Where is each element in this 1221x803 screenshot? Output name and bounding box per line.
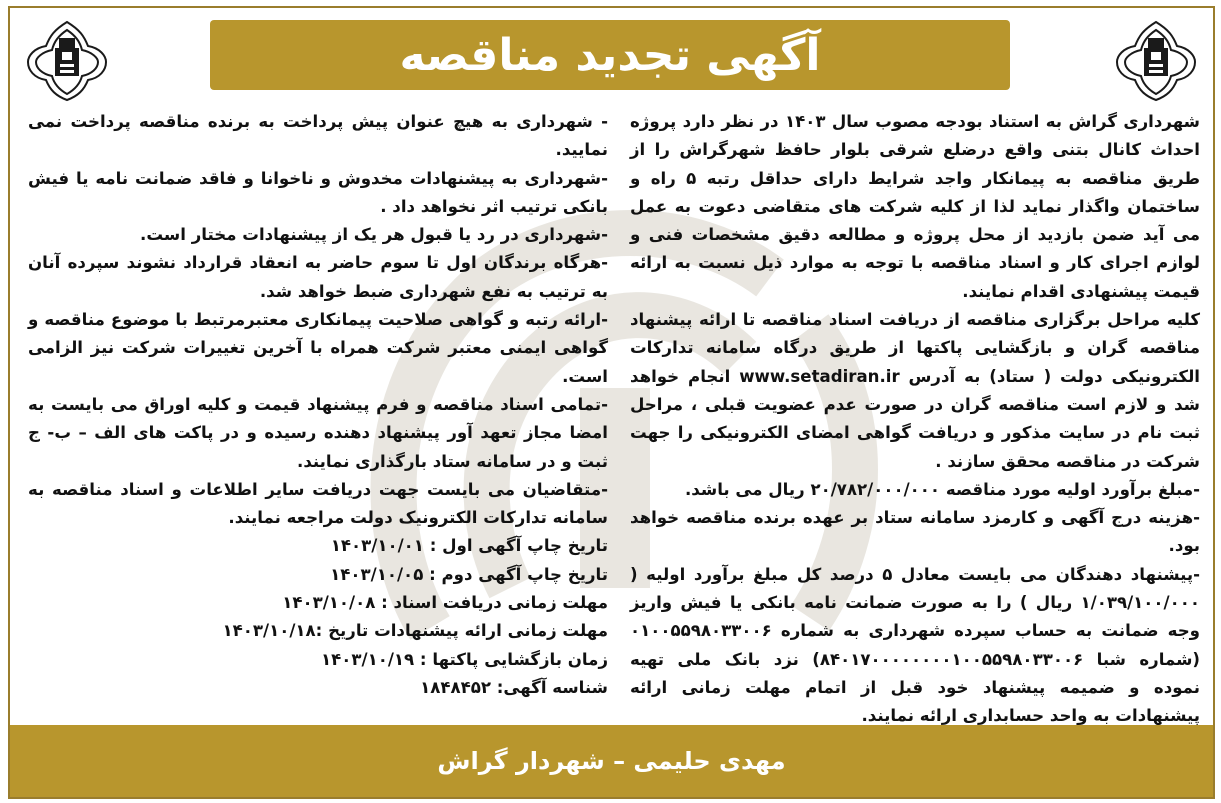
footer-signature: مهدی حلیمی – شهردار گراش <box>437 747 786 775</box>
condition-item: -هرگاه برندگان اول تا سوم حاضر به انعقاد قرارداد نشوند سپرده آنان به ترتیب به نفع شهرداری ضبط خواهد شد. <box>28 253 608 301</box>
notice-id: شناسه آگهی: ۱۸۴۸۴۵۲ <box>420 677 608 697</box>
notice-title: آگهی تجدید مناقصه <box>399 29 821 81</box>
fee-line: -هزینه درج آگهی و کارمزد سامانه ستاد بر عهده برنده مناقصه خواهد بود. <box>630 508 1200 556</box>
right-column <box>630 108 1200 731</box>
estimate-line: -مبلغ برآورد اولیه مورد مناقصه ۲۰/۷۸۲/۰۰۰/۰۰۰ ریال می باشد. <box>684 479 1200 499</box>
condition-item: - شهرداری به هیچ عنوان پیش پرداخت به برنده مناقصه پرداخت نمی نمایید. <box>28 112 608 160</box>
intro-paragraph: شهرداری گراش به استناد بودجه مصوب سال ۱۴۰۳ در نظر دارد پروژه احداث کانال بتنی واقع درضلع شرقی بلوار حافظ شهرگراش را از طریق مناقصه به پیمانکار واجد شرایط دارای حداقل رتبه ۵ راه و ساختمان واگذار نماید لذا از کلیه شرکت های متقاضی دعوت به عمل می آید ضمن بازدید از محل پروژه و مطالعه دقیق مشخصات فنی و لوازم اجرای کار و اسناد مناقصه با توجه به موارد ذیل نسبت به ارائه قیمت پیشنهادی اقدام نمایند. <box>630 112 1200 301</box>
process-paragraph <box>630 306 1200 476</box>
document-deadline: مهلت زمانی دریافت اسناد : ۱۴۰۳/۱۰/۰۸ <box>282 593 608 613</box>
second-print-date: تاریخ چاپ آگهی دوم : ۱۴۰۳/۱۰/۰۵ <box>330 564 608 584</box>
process-text: کلیه مراحل برگزاری مناقصه از دریافت اسناد مناقصه تا ارائه پیشنهاد مناقصه گران و بازگشایی پاکتها از طریق درگاه سامانه تدارکات الکترونیکی دولت ( ستاد) به آدرس www.setadiran.ir انجام خواهد شد و لازم است مناقصه گران در صورت عدم عضویت قبلی ، مراحل ثبت نام در سایت مذکور و دریافت گواهی امضای الکترونیکی را جهت شرکت در مناقصه محقق سازند . <box>630 310 1200 471</box>
notice-frame <box>8 6 1215 799</box>
condition-item: -شهرداری در رد یا قبول هر یک از پیشنهادات مختار است. <box>140 225 608 245</box>
left-column <box>28 108 608 702</box>
first-print-date: تاریخ چاپ آگهی اول : ۱۴۰۳/۱۰/۰۱ <box>330 536 608 556</box>
submission-deadline: مهلت زمانی ارائه پیشنهادات تاریخ :۱۴۰۳/۱۰/۱۸ <box>222 621 608 641</box>
condition-item: -متقاضیان می بایست جهت دریافت سایر اطلاعات و اسناد مناقصه به سامانه تدارکات الکترونیک دولت مراجعه نمایند. <box>28 479 608 528</box>
condition-item: -شهرداری به پیشنهادات مخدوش و ناخوانا و فاقد ضمانت نامه یا فیش بانکی ترتیب اثر نخواهد داد . <box>28 168 608 216</box>
municipality-logo-icon <box>22 16 112 104</box>
header <box>10 8 1213 108</box>
condition-item: -تمامی اسناد مناقصه و فرم پیشنهاد قیمت و کلیه اوراق می بایست به امضا مجاز تعهد آور پیشنهاد دهنده رسیده و در پاکت های الف – ب- ج ثبت و در سامانه ستاد بارگذاری نمایند. <box>28 394 608 471</box>
condition-item: -ارائه رتبه و گواهی صلاحیت پیمانکاری معتبرمرتبط با موضوع مناقصه و گواهی ایمنی معتبر شرکت همراه با آخرین تغییرات شرکت نیز الزامی است. <box>28 310 608 386</box>
opening-date: زمان بازگشایی پاکتها : ۱۴۰۳/۱۰/۱۹ <box>321 649 608 669</box>
guarantee-paragraph: -پیشنهاد دهندگان می بایست معادل ۵ درصد کل مبلغ برآورد اولیه ( ۱/۰۳۹/۱۰۰/۰۰۰ ریال ) را به صورت ضمانت نامه بانکی یا فیش واریز وجه ضمانت به حساب سپرده شهرداری به شماره ۰۱۰۰۵۵۹۸۰۳۳۰۰۶ (شماره شبا ۸۴۰۱۷۰۰۰۰۰۰۰۰۱۰۰۵۵۹۸۰۳۳۰۰۶) نزد بانک ملی تهیه نموده و ضمیمه پیشنهاد خود قبل از اتمام مهلت زمانی ارائه پیشنهادات به واحد حسابداری ارائه نمایند. <box>630 564 1200 726</box>
municipality-logo-icon <box>1111 16 1201 104</box>
